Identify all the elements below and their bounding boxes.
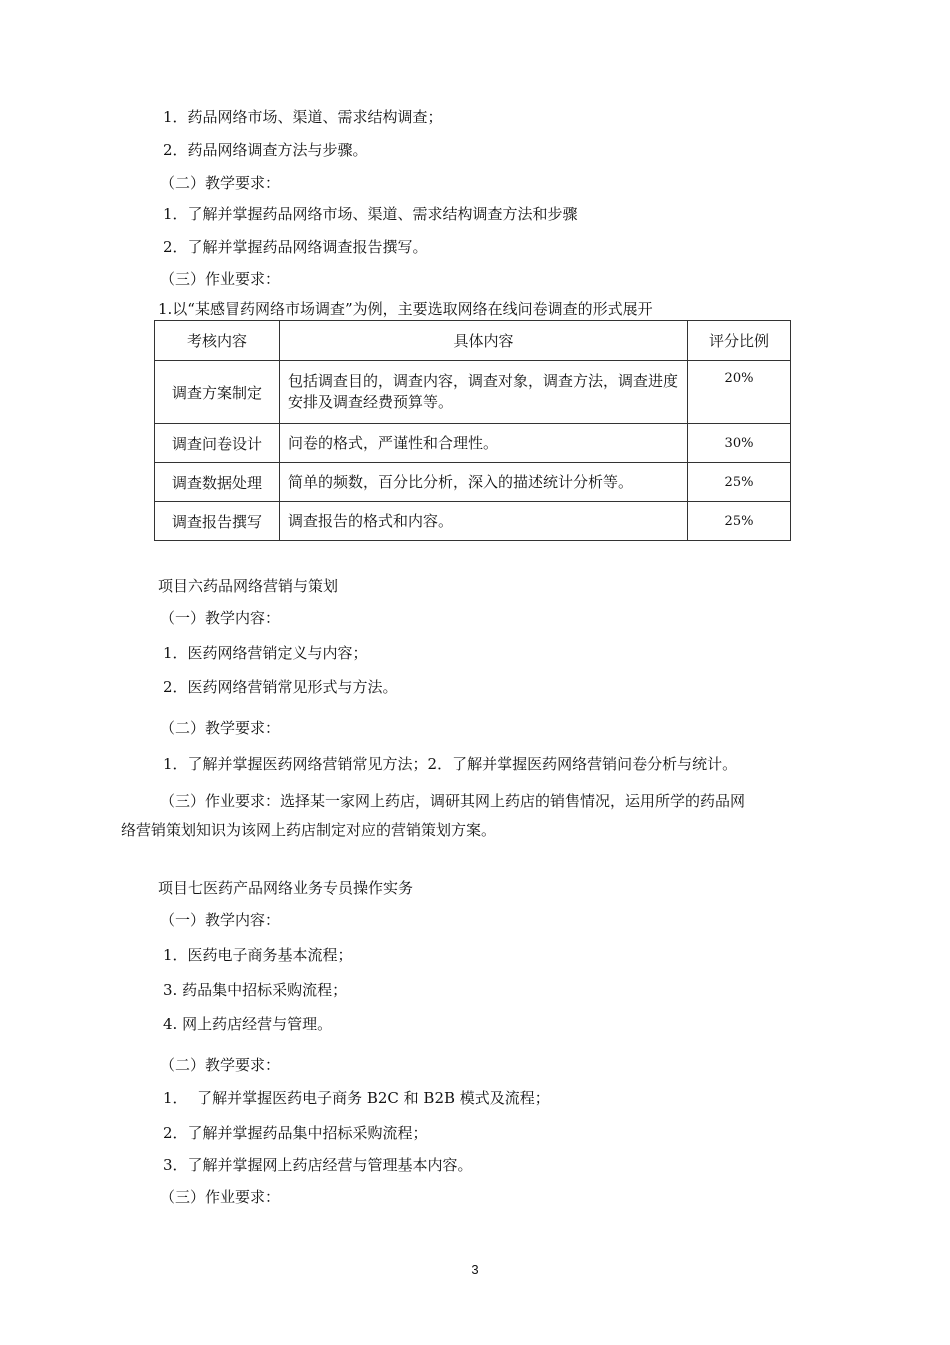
header-detail: 具体内容 <box>280 321 688 361</box>
table-row <box>155 463 791 502</box>
row-detail: 问卷的格式，严谨性和合理性。 <box>280 424 688 463</box>
section7-teaching-req-heading: （二）教学要求： <box>160 1056 281 1074</box>
teaching-req-item-2: 2．了解并掌握药品网络调查报告撰写。 <box>163 238 428 256</box>
row-item: 调查问卷设计 <box>155 424 280 463</box>
row-ratio: 30% <box>688 424 791 463</box>
section7-content-heading: （一）教学内容： <box>160 911 281 929</box>
homework-text: 1.以“某感冒药网络市场调查”为例，主要选取网络在线问卷调查的形式展开 <box>158 300 653 318</box>
content-item-1: 1．药品网络市场、渠道、需求结构调查； <box>163 108 443 126</box>
row-detail: 简单的频数，百分比分析，深入的描述统计分析等。 <box>280 463 688 502</box>
section7-content-item-1: 1．医药电子商务基本流程； <box>163 946 353 964</box>
section7-title: 项目七医药产品网络业务专员操作实务 <box>158 879 414 897</box>
header-ratio: 评分比例 <box>688 321 791 361</box>
homework-heading: （三）作业要求： <box>160 270 281 288</box>
assessment-table <box>154 320 791 541</box>
header-item: 考核内容 <box>155 321 280 361</box>
row-item: 调查数据处理 <box>155 463 280 502</box>
table-header-row <box>155 321 791 361</box>
section6-homework-line1: （三）作业要求：选择某一家网上药店，调研其网上药店的销售情况，运用所学的药品网 <box>160 792 746 810</box>
table-row <box>155 502 791 541</box>
teaching-req-item-1: 1．了解并掌握药品网络市场、渠道、需求结构调查方法和步骤 <box>163 205 578 223</box>
section7-teaching-req-item-3: 3．了解并掌握网上药店经营与管理基本内容。 <box>163 1156 473 1174</box>
row-detail: 调查报告的格式和内容。 <box>280 502 688 541</box>
content-item-2: 2．药品网络调查方法与步骤。 <box>163 141 368 159</box>
section7-content-item-2: 3. 药品集中招标采购流程； <box>163 981 348 999</box>
row-ratio: 20% <box>688 361 791 424</box>
row-ratio: 25% <box>688 463 791 502</box>
section6-homework-line2: 络营销策划知识为该网上药店制定对应的营销策划方案。 <box>121 821 497 839</box>
row-detail: 包括调查目的，调查内容，调查对象，调查方法，调查进度安排及调查经费预算等。 <box>280 361 688 424</box>
section7-content-item-3: 4. 网上药店经营与管理。 <box>163 1015 333 1033</box>
section6-content-heading: （一）教学内容： <box>160 609 281 627</box>
teaching-req-heading: （二）教学要求： <box>160 174 281 192</box>
section6-title: 项目六药品网络营销与策划 <box>158 577 339 595</box>
row-ratio: 25% <box>688 502 791 541</box>
page-number: 3 <box>471 1262 479 1277</box>
table-row <box>155 424 791 463</box>
row-item: 调查方案制定 <box>155 361 280 424</box>
row-item: 调查报告撰写 <box>155 502 280 541</box>
section7-teaching-req-item-2: 2．了解并掌握药品集中招标采购流程； <box>163 1124 428 1142</box>
section6-teaching-req-heading: （二）教学要求： <box>160 719 281 737</box>
section7-homework-heading: （三）作业要求： <box>160 1188 281 1206</box>
table-row <box>155 361 791 424</box>
section6-teaching-req-text: 1．了解并掌握医药网络营销常见方法；2．了解并掌握医药网络营销问卷分析与统计。 <box>163 755 738 773</box>
section6-content-item-1: 1．医药网络营销定义与内容； <box>163 644 368 662</box>
section7-teaching-req-item-1: 1． 了解并掌握医药电子商务 B2C 和 B2B 模式及流程； <box>163 1089 550 1107</box>
section6-content-item-2: 2．医药网络营销常见形式与方法。 <box>163 678 398 696</box>
